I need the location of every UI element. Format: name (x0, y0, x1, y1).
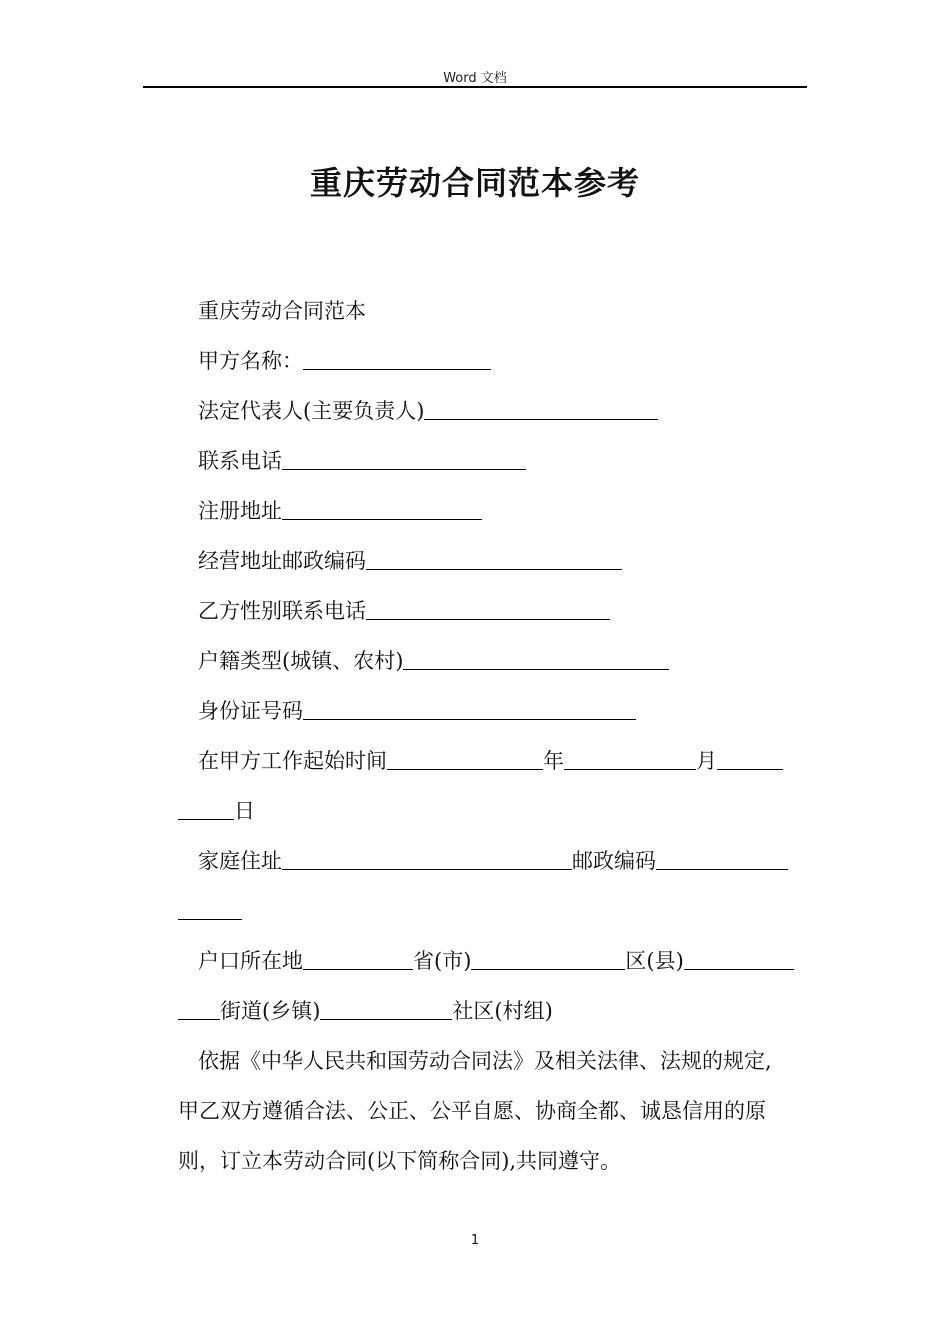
community-blank[interactable] (320, 999, 452, 1020)
reg-address-line (198, 497, 482, 525)
street-blank-a[interactable] (684, 949, 794, 970)
month-label: 月 (696, 749, 717, 773)
household-type-label: 户籍类型(城镇、农村) (198, 649, 404, 673)
zip-code-blank-b[interactable] (178, 899, 242, 920)
street-blank-b[interactable] (178, 999, 220, 1020)
header-rule (143, 86, 807, 88)
party-a-name-blank[interactable] (303, 349, 491, 370)
street-label: 街道(乡镇) (220, 999, 321, 1023)
biz-address-zip-line (198, 547, 622, 575)
header-label: Word 文档 (443, 71, 507, 86)
body-paragraph-line-2: 甲乙双方遵循合法、公正、公平自愿、协商全都、诚恳信用的原 (178, 1099, 766, 1123)
year-label: 年 (543, 749, 564, 773)
household-type-blank[interactable] (403, 649, 669, 670)
home-address-label: 家庭住址 (198, 849, 282, 873)
home-address-line-cont (178, 897, 242, 925)
party-a-name-line (198, 347, 491, 375)
party-b-blank[interactable] (366, 599, 610, 620)
hukou-label: 户口所在地 (198, 949, 303, 973)
start-time-line-cont (178, 797, 255, 825)
hukou-line (198, 947, 794, 975)
home-address-blank[interactable] (282, 849, 572, 870)
zip-code-label: 邮政编码 (572, 849, 656, 873)
district-label: 区(县) (625, 949, 684, 973)
zip-code-blank-a[interactable] (656, 849, 788, 870)
legal-rep-label: 法定代表人(主要负责人) (198, 399, 425, 423)
day-blank-a[interactable] (717, 749, 783, 770)
province-label: 省(市) (413, 949, 472, 973)
hukou-line-cont (178, 997, 553, 1025)
party-b-line (198, 597, 610, 625)
day-label: 日 (234, 799, 255, 823)
month-blank[interactable] (564, 749, 696, 770)
day-blank-b[interactable] (178, 799, 234, 820)
district-blank[interactable] (471, 949, 625, 970)
start-time-line (198, 747, 783, 775)
phone-line (198, 447, 526, 475)
reg-address-blank[interactable] (282, 499, 482, 520)
household-type-line (198, 647, 669, 675)
form-heading: 重庆劳动合同范本 (198, 299, 366, 323)
year-blank[interactable] (387, 749, 543, 770)
party-a-name-label: 甲方名称： (198, 349, 303, 373)
biz-address-zip-label: 经营地址邮政编码 (198, 549, 366, 573)
phone-label: 联系电话 (198, 449, 282, 473)
id-number-blank[interactable] (303, 699, 636, 720)
id-number-label: 身份证号码 (198, 699, 303, 723)
community-label: 社区(村组) (452, 999, 553, 1023)
id-number-line (198, 697, 636, 725)
home-address-line (198, 847, 788, 875)
biz-address-zip-blank[interactable] (366, 549, 622, 570)
legal-rep-line (198, 397, 658, 425)
reg-address-label: 注册地址 (198, 499, 282, 523)
body-paragraph-line-1: 依据《中华人民共和国劳动合同法》及相关法律、法规的规定, (198, 1049, 772, 1073)
body-paragraph-line-3: 则，订立本劳动合同(以下简称合同),共同遵守。 (178, 1149, 622, 1173)
start-time-label: 在甲方工作起始时间 (198, 749, 387, 773)
phone-blank[interactable] (282, 449, 526, 470)
document-title: 重庆劳动合同范本参考 (309, 164, 640, 202)
page-number: 1 (470, 1233, 480, 1248)
party-b-label: 乙方性别联系电话 (198, 599, 366, 623)
legal-rep-blank[interactable] (424, 399, 658, 420)
province-blank[interactable] (303, 949, 413, 970)
